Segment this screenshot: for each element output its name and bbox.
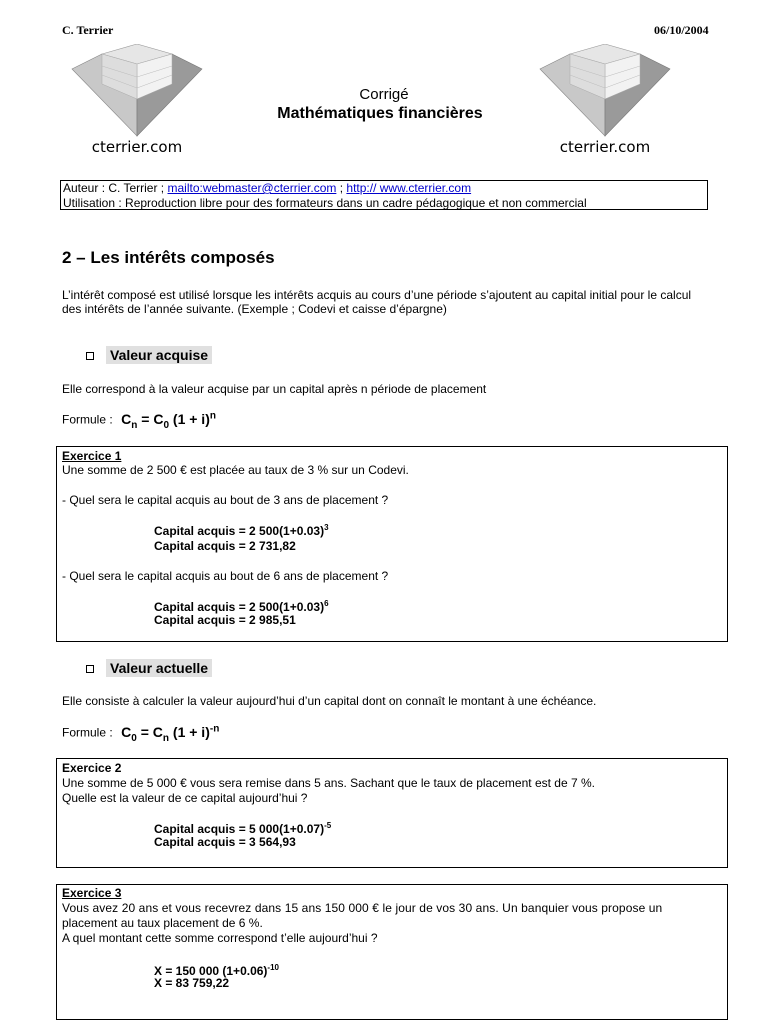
exercice2-answer-line2: Capital acquis = 3 564,93 xyxy=(154,835,296,849)
info-separator: ; xyxy=(336,181,347,195)
exercice2-answer-line1: Capital acquis = 5 $000(1+0.07)^{-5}$ xyxy=(154,821,332,836)
exercice1-question1: - Quel sera le capital acquis au bout de 3 ans de placement ? xyxy=(62,493,389,507)
logo-right xyxy=(530,44,680,164)
formula-exp: n xyxy=(209,410,216,421)
formula-rhs: (1 + i) xyxy=(169,723,210,740)
formula-label: Formule : xyxy=(62,412,113,427)
formula-lhs: C xyxy=(121,723,132,740)
formula-label: Formule : xyxy=(62,725,113,740)
exercice3-line1: Vous avez 20 ans et vous recevrez dans 15 ans 150 000 € le jour de vos 30 ans. Un banquier vous propose un xyxy=(62,901,663,915)
square-bullet-icon xyxy=(86,665,94,673)
formula-rhs: (1 + i) xyxy=(169,410,210,427)
header-date: 06/10/2004 xyxy=(654,23,709,37)
formula-lhs-sub: 0 xyxy=(131,732,137,744)
formula-valeur-actuelle xyxy=(62,723,219,743)
exercice1-question2: - Quel sera le capital acquis au bout de 6 ans de placement ? xyxy=(62,569,389,583)
logo-left xyxy=(62,44,212,164)
exercice3-answer-line1: X = 150 000 $(1+0.06)^{-10}$ xyxy=(154,963,279,978)
subheading-valeur-actuelle xyxy=(86,660,212,678)
exercice2-line1: Une somme de 5 000 € vous sera remise dans 5 ans. Sachant que le taux de placement est de 7 %. xyxy=(62,776,595,790)
exercice1-box xyxy=(56,446,728,642)
exercice2-title: Exercice 2 xyxy=(62,761,122,775)
subheading-valeur-acquise xyxy=(86,347,212,365)
valeur-actuelle-title: Valeur actuelle xyxy=(106,659,212,677)
section-heading: 2 – Les intérêts composés xyxy=(62,248,275,267)
info-usage-line: Utilisation : Reproduction libre pour des formateurs dans un cadre pédagogique et non commercial xyxy=(63,196,587,210)
exercice2-box xyxy=(56,758,728,868)
exercice1-answer2-line2: Capital acquis = 2 985,51 xyxy=(154,613,296,627)
valeur-actuelle-desc: Elle consiste à calculer la valeur aujourd’hui d’un capital dont on connaît le montant à une échéance. xyxy=(62,694,597,708)
doc-title-corrige: Corrigé xyxy=(359,86,409,103)
info-author-line xyxy=(63,181,705,196)
formula-valeur-acquise xyxy=(62,410,216,430)
exercice1-answer1-line1: Capital acquis = 2 $500(1+0.03)^3$ xyxy=(154,523,329,538)
section-intro: L’intérêt composé est utilisé lorsque les intérêts acquis au cours d’une période s’ajoutent au capital initial pour le calcul des intérêts de l’année suivante. (Exemple ; Codevi et caisse d’épargne) xyxy=(62,288,692,316)
header-author: C. Terrier xyxy=(62,23,114,37)
info-author-prefix: Auteur : C. Terrier ; xyxy=(63,181,168,195)
valeur-acquise-desc: Elle correspond à la valeur acquise par un capital après n période de placement xyxy=(62,382,487,396)
exercice1-title: Exercice 1 xyxy=(62,449,122,463)
formula-lhs: C xyxy=(121,410,132,427)
exercice3-answer-line2: X = 83 759,22 xyxy=(154,976,230,990)
formula-exp: -n xyxy=(209,723,220,734)
formula-eq: = C xyxy=(137,410,164,427)
logo-brand-text: cterrier.com xyxy=(559,138,651,156)
formula-eq: = C xyxy=(136,723,163,740)
exercice1-answer2-line1: Capital acquis = 2 $500(1+0.03)^6$ xyxy=(154,599,329,614)
exercice3-line3: A quel montant cette somme correspond t’elle aujourd’hui ? xyxy=(62,931,378,945)
formula-c-sub: 0 xyxy=(163,419,170,431)
exercice1-statement: Une somme de 2 500 € est placée au taux de 3 % sur un Codevi. xyxy=(62,463,409,477)
email-link[interactable]: mailto:webmaster@cterrier.com xyxy=(167,181,337,195)
info-box xyxy=(60,180,708,210)
exercice3-box xyxy=(56,884,728,1020)
exercice3-line2: placement au taux placement de 6 %. xyxy=(62,916,263,930)
formula-lhs-sub: n xyxy=(131,419,138,431)
doc-title-main: Mathématiques financières xyxy=(277,105,483,122)
square-bullet-icon xyxy=(86,352,94,360)
exercice3-title: Exercice 3 xyxy=(62,886,122,900)
formula-c-sub: n xyxy=(162,732,170,744)
exercice1-answer1-line2: Capital acquis = 2 731,82 xyxy=(154,539,296,553)
logo-brand-text: cterrier.com xyxy=(91,138,183,156)
exercice2-line2: Quelle est la valeur de ce capital aujourd’hui ? xyxy=(62,791,308,805)
valeur-acquise-title: Valeur acquise xyxy=(106,346,212,364)
website-link[interactable]: http:// www.cterrier.com xyxy=(346,181,472,195)
